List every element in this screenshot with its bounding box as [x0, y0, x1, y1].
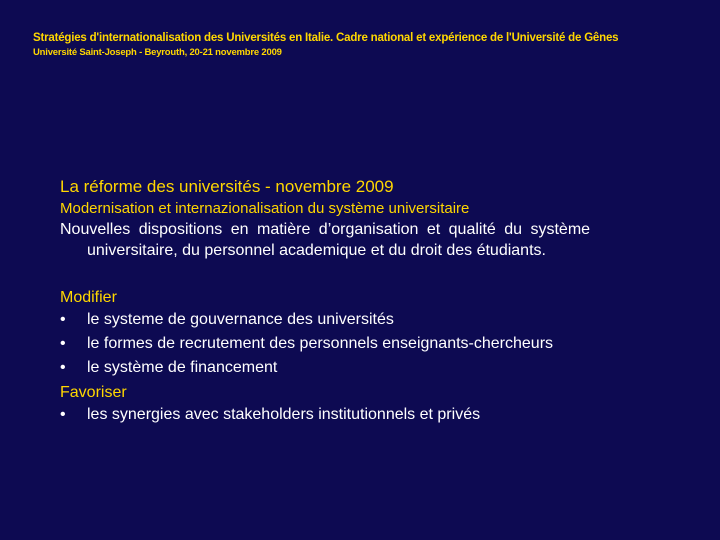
list-item-text: le formes de recrutement des personnels enseignants-chercheurs	[87, 335, 554, 352]
list-item	[60, 403, 660, 427]
bullet-icon: •	[60, 311, 66, 328]
list-item	[60, 308, 660, 332]
list-item	[60, 332, 660, 356]
slide-title: La réforme des universités - novembre 2009	[60, 177, 394, 196]
slide-content	[60, 175, 660, 427]
list-item-text: le système de financement	[87, 359, 278, 376]
list-item-text: les synergies avec stakeholders institutionnels et privés	[87, 406, 481, 423]
section-heading-modifier: Modifier	[60, 289, 117, 306]
intro-paragraph-line-2: universitaire, du personnel academique et du droit des étudiants.	[87, 242, 546, 259]
list-item	[60, 356, 660, 380]
header-title: Stratégies d'internationalisation des Universités en Italie. Cadre national et expérience de l'Université de Gênes	[33, 32, 619, 44]
slide-subtitle: Modernisation et internazionalisation du système universitaire	[60, 200, 470, 217]
slide-header	[33, 30, 700, 59]
intro-paragraph-line-1: Nouvelles dispositions en matière d’organisation et qualité du système	[60, 221, 591, 238]
intro-paragraph	[60, 219, 660, 261]
list-item-text: le systeme de gouvernance des universités	[87, 311, 394, 328]
section-heading-favoriser: Favoriser	[60, 384, 127, 401]
header-subtitle: Université Saint-Joseph - Beyrouth, 20-21 novembre 2009	[33, 47, 282, 58]
bullet-icon: •	[60, 335, 66, 352]
bullet-icon: •	[60, 359, 66, 376]
bullet-icon: •	[60, 406, 66, 423]
